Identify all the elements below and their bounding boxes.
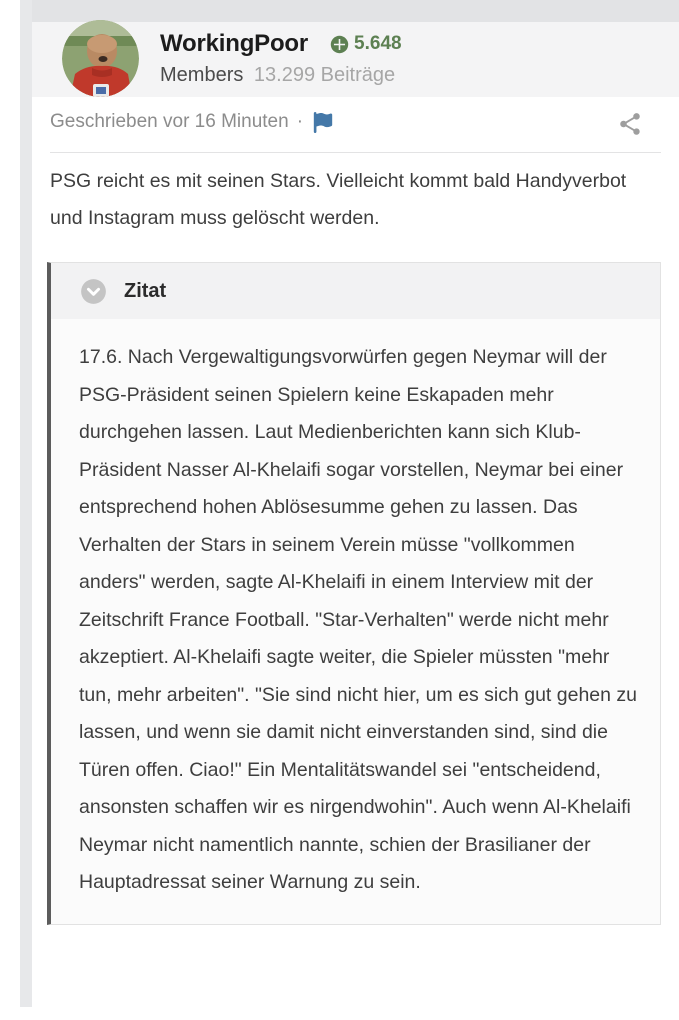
quote-header[interactable] <box>51 263 660 319</box>
member-group: Members <box>160 64 244 86</box>
flag-icon[interactable] <box>313 112 333 133</box>
reputation-count: 5.648 <box>354 33 402 54</box>
author-name[interactable]: WorkingPoor <box>160 30 309 57</box>
share-icon[interactable] <box>616 110 643 137</box>
avatar-image <box>62 20 139 97</box>
quote-body <box>51 319 660 924</box>
written-time: Geschrieben vor 16 Minuten <box>50 111 289 132</box>
page-background-gutter <box>20 0 32 1007</box>
plus-circle-icon <box>330 35 349 54</box>
quote-block <box>47 262 661 925</box>
divider <box>50 152 661 153</box>
reputation-badge[interactable] <box>330 33 402 55</box>
post-text: PSG reicht es mit seinen Stars. Vielleicht kommt bald Handyverbot und Instagram muss gelöscht werden. <box>50 170 627 229</box>
byline-text <box>50 111 333 133</box>
avatar[interactable] <box>62 20 139 97</box>
post-header <box>32 22 679 97</box>
quote-text: 17.6. Nach Vergewaltigungsvorwürfen gegen Neymar will der PSG-Präsident seinen Spielern keine Eskapaden mehr durchgehen lassen. Laut Medienberichten kann sich Klub-Präsident Nasser Al-Khelaifi sogar vorstellen, Neymar bei einer entsprechend hohen Ablösesumme gehen zu lassen. Das Verhalten der Stars in seinem Verein müsse "vollkommen anders" werden, sagte Al-Khelaifi in einem Interview mit der Zeitschrift France Football. "Star-Verhalten" werde nicht mehr akzeptiert. Al-Khelaifi sagte weiter, die Spieler müssten "mehr tun, mehr arbeiten". "Sie sind nicht hier, um es sich gut gehen zu lassen, und wenn sie damit nicht einverstanden sind, sind die Türen offen. Ciao!" Ein Mentalitätswandel sei "entscheidend, ansonsten schaffen wir es nirgendwohin". Auch wenn Al-Khelaifi Neymar nicht namentlich nannte, schien der Brasilianer der Hauptadressat seiner Warnung zu sein. <box>79 346 637 893</box>
author-row <box>160 30 402 58</box>
post-card <box>32 22 679 1020</box>
chevron-down-circle-icon[interactable] <box>80 278 107 305</box>
page-background-top <box>20 0 679 22</box>
byline-separator: · <box>296 111 304 132</box>
author-meta <box>160 64 395 87</box>
quote-title: Zitat <box>124 279 167 302</box>
post-count: 13.299 Beiträge <box>253 64 396 86</box>
byline-row <box>32 97 679 152</box>
